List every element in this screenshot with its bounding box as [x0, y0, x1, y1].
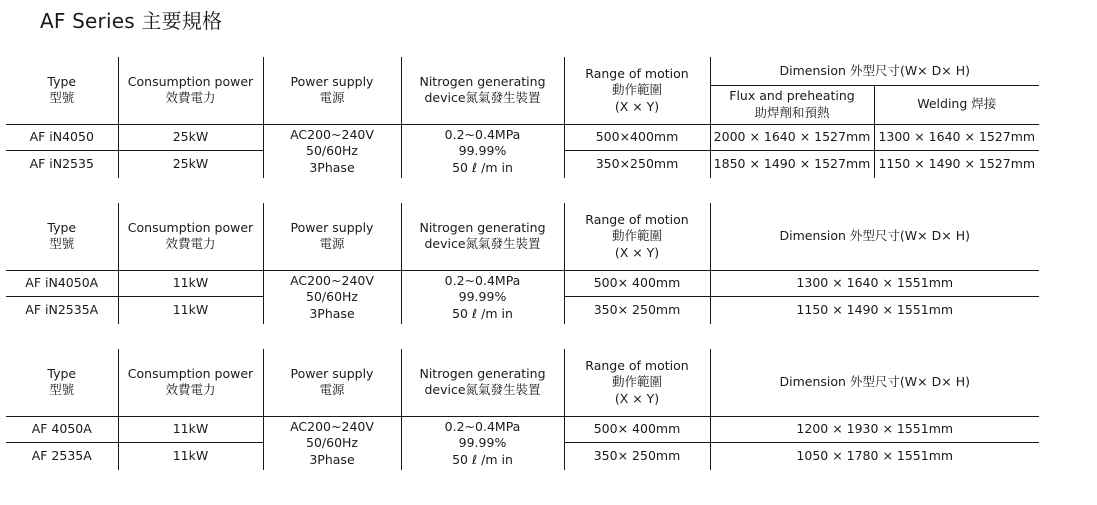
cell-type: AF 2535A	[6, 442, 118, 470]
header-consumption-power: Consumption power 效費電力	[118, 203, 263, 270]
cell-type: AF iN4050A	[25, 274, 99, 290]
cell-power-supply: AC200~240V 50/60Hz 3Phase	[263, 416, 401, 470]
header-welding: Welding 焊接	[874, 85, 1039, 124]
header-type: Type 型號	[6, 349, 118, 416]
cell-nitrogen: 0.2~0.4MPa 99.99% 50 ℓ /m in	[401, 416, 564, 470]
header-type: Type 型號	[6, 57, 118, 124]
cell-power-supply: AC200~240V 50/60Hz 3Phase	[263, 124, 401, 178]
cell-nitrogen: 0.2~0.4MPa 99.99% 50 ℓ /m in	[401, 124, 564, 178]
cell-dim-flux: 1850 × 1490 × 1527mm	[710, 150, 874, 178]
header-nitrogen-device: Nitrogen generating device氮氣發生裝置	[401, 203, 564, 270]
cell-dim-weld: 1150 × 1490 × 1527mm	[874, 150, 1039, 178]
cell-dim-flux: 2000 × 1640 × 1527mm	[710, 124, 874, 150]
table-row	[6, 270, 1039, 296]
cell-power: 25kW	[118, 124, 263, 150]
cell-power: 25kW	[118, 150, 263, 178]
header-dimension: Dimension 外型尺寸(W× D× H)	[710, 57, 1039, 85]
page-title: AF Series 主要規格	[40, 9, 223, 33]
header-power-supply: Power supply 電源	[263, 57, 401, 124]
cell-power-supply: AC200~240V 50/60Hz 3Phase	[263, 270, 401, 324]
cell-range: 350× 250mm	[564, 296, 710, 324]
cell-range: 500× 400mm	[564, 270, 710, 296]
cell-power: 11kW	[118, 442, 263, 470]
header-power-supply: Power supply 電源	[263, 349, 401, 416]
cell-dimension: 1150 × 1490 × 1551mm	[710, 296, 1039, 324]
cell-nitrogen: 0.2~0.4MPa 99.99% 50 ℓ /m in	[401, 270, 564, 324]
cell-dimension: 1050 × 1780 × 1551mm	[710, 442, 1039, 470]
cell-type: AF iN2535	[6, 150, 118, 178]
header-type: Type 型號	[6, 203, 118, 270]
cell-type: AF iN2535A	[6, 296, 118, 324]
spec-table-1	[6, 57, 1039, 178]
cell-range: 350× 250mm	[564, 442, 710, 470]
table-row	[6, 416, 1039, 442]
cell-range: 350×250mm	[564, 150, 710, 178]
cell-type: AF iN4050	[29, 128, 94, 144]
header-consumption-power: Consumption power 效費電力	[118, 57, 263, 124]
header-range-of-motion: Range of motion 動作範圍 (X × Y)	[564, 57, 710, 124]
cell-power: 11kW	[118, 416, 263, 442]
cell-power: 11kW	[118, 296, 263, 324]
spec-table-2	[6, 203, 1039, 324]
cell-range: 500× 400mm	[564, 416, 710, 442]
header-consumption-power: Consumption power 效費電力	[118, 349, 263, 416]
header-power-supply: Power supply 電源	[263, 203, 401, 270]
header-nitrogen-device: Nitrogen generating device氮氣發生裝置	[401, 57, 564, 124]
cell-range: 500×400mm	[564, 124, 710, 150]
header-flux-preheating: Flux and preheating 助焊劑和預熱	[710, 85, 874, 124]
spec-table-3	[6, 349, 1039, 470]
table-row	[6, 124, 1039, 150]
header-range-of-motion: Range of motion 動作範圍 (X × Y)	[564, 349, 710, 416]
cell-type: AF 4050A	[31, 420, 92, 436]
header-dimension: Dimension 外型尺寸(W× D× H)	[710, 349, 1039, 416]
cell-power: 11kW	[118, 270, 263, 296]
cell-dimension: 1300 × 1640 × 1551mm	[710, 270, 1039, 296]
header-nitrogen-device: Nitrogen generating device氮氣發生裝置	[401, 349, 564, 416]
cell-dim-weld: 1300 × 1640 × 1527mm	[874, 124, 1039, 150]
cell-dimension: 1200 × 1930 × 1551mm	[710, 416, 1039, 442]
header-range-of-motion: Range of motion 動作範圍 (X × Y)	[564, 203, 710, 270]
header-dimension: Dimension 外型尺寸(W× D× H)	[710, 203, 1039, 270]
